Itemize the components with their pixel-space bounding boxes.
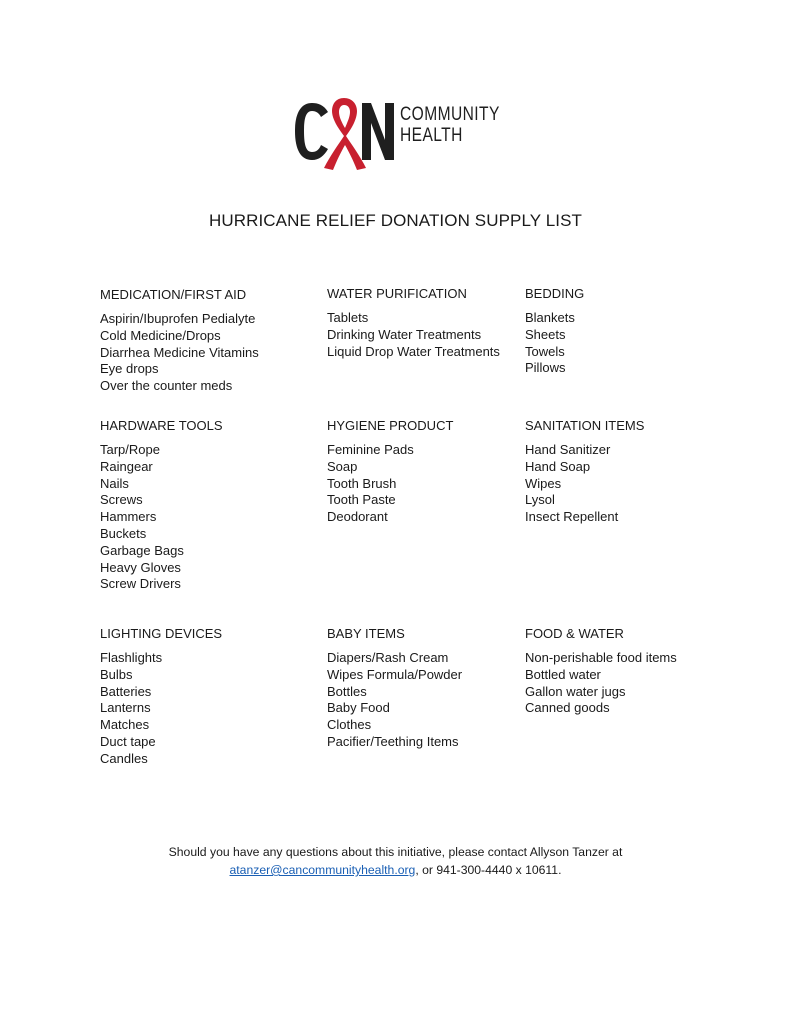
document-title: HURRICANE RELIEF DONATION SUPPLY LIST <box>208 211 583 230</box>
section-heading: FOOD & WATER <box>525 626 624 641</box>
list-item: Over the counter meds <box>100 378 233 394</box>
contact-email-link[interactable]: atanzer@cancommunityhealth.org <box>229 863 416 877</box>
footer-line-2 <box>0 861 791 879</box>
item-list <box>327 310 557 360</box>
logo-word-health: HEALTH <box>400 125 463 146</box>
list-item: Diapers/Rash Cream <box>327 650 449 665</box>
list-item: Hammers <box>100 509 157 525</box>
section-heading: SANITATION ITEMS <box>525 418 645 433</box>
list-item: Deodorant <box>327 509 388 525</box>
can-ribbon-logo-icon <box>294 94 396 170</box>
list-item: Gallon water jugs <box>525 683 626 699</box>
section-water-purification <box>327 285 557 360</box>
list-item: Hand Soap <box>525 458 591 474</box>
list-item: Garbage Bags <box>100 542 184 558</box>
list-item: Lysol <box>525 492 555 508</box>
list-item: Feminine Pads <box>327 442 414 457</box>
section-heading: MEDICATION/FIRST AID <box>100 287 247 302</box>
list-item: Baby Food <box>327 700 390 716</box>
list-item: Duct tape <box>100 733 156 749</box>
list-item: Bottled water <box>525 666 601 682</box>
item-list <box>525 310 755 377</box>
list-item: Soap <box>327 458 358 474</box>
list-item: Raingear <box>100 458 153 474</box>
list-item: Clothes <box>327 717 372 733</box>
list-item: Screw Drivers <box>100 576 181 592</box>
list-item: Liquid Drop Water Treatments <box>327 343 500 359</box>
list-item: Pacifier/Teething Items <box>327 733 459 749</box>
list-item: Non-perishable food items <box>525 650 677 665</box>
item-list <box>100 442 330 593</box>
contact-phone-text: , or 941-300-4440 x 10611. <box>415 863 562 877</box>
list-item: Pillows <box>525 360 566 376</box>
section-hygiene-product <box>327 417 557 526</box>
section-bedding <box>525 285 755 377</box>
section-food-and-water <box>525 625 755 717</box>
item-list <box>100 650 330 768</box>
section-lighting-devices <box>100 625 330 768</box>
list-item: Cold Medicine/Drops <box>100 327 221 343</box>
list-item: Diarrhea Medicine Vitamins <box>100 344 259 360</box>
section-hardware-tools <box>100 417 330 593</box>
list-item: Nails <box>100 475 129 491</box>
list-item: Buckets <box>100 525 147 541</box>
list-item: Wipes Formula/Powder <box>327 666 463 682</box>
section-heading: BABY ITEMS <box>327 626 405 641</box>
section-sanitation-items <box>525 417 755 526</box>
list-item: Tooth Paste <box>327 492 396 508</box>
list-item: Lanterns <box>100 700 151 716</box>
list-item: Towels <box>525 343 565 359</box>
list-item: Blankets <box>525 310 575 325</box>
item-list <box>100 311 330 395</box>
section-heading: HYGIENE PRODUCT <box>327 418 454 433</box>
logo-wordmark <box>400 104 500 146</box>
section-heading: WATER PURIFICATION <box>327 286 467 301</box>
list-item: Hand Sanitizer <box>525 442 611 457</box>
list-item: Canned goods <box>525 700 610 716</box>
list-item: Bottles <box>327 683 367 699</box>
section-heading: HARDWARE TOOLS <box>100 418 223 433</box>
list-item: Drinking Water Treatments <box>327 326 482 342</box>
list-item: Batteries <box>100 683 152 699</box>
logo-word-community: COMMUNITY <box>400 104 500 125</box>
list-item: Flashlights <box>100 650 163 665</box>
list-item: Eye drops <box>100 361 159 377</box>
list-item: Tarp/Rope <box>100 442 160 457</box>
item-list <box>327 442 557 526</box>
contact-footer <box>0 843 791 879</box>
list-item: Heavy Gloves <box>100 559 181 575</box>
section-heading: LIGHTING DEVICES <box>100 626 223 641</box>
list-item: Wipes <box>525 475 562 491</box>
item-list <box>327 650 557 751</box>
section-baby-items <box>327 625 557 751</box>
section-heading: BEDDING <box>525 286 585 301</box>
section-medication-first-aid <box>100 286 330 395</box>
list-item: Tablets <box>327 310 369 325</box>
list-item: Insect Repellent <box>525 509 619 525</box>
item-list <box>525 442 755 526</box>
list-item: Sheets <box>525 326 566 342</box>
logo <box>294 94 504 170</box>
list-item: Matches <box>100 717 150 733</box>
item-list <box>525 650 755 717</box>
footer-line-1: Should you have any questions about this initiative, please contact Allyson Tanzer at <box>168 845 623 859</box>
list-item: Aspirin/Ibuprofen Pedialyte <box>100 311 256 326</box>
list-item: Candles <box>100 750 148 766</box>
list-item: Bulbs <box>100 666 133 682</box>
list-item: Screws <box>100 492 143 508</box>
list-item: Tooth Brush <box>327 475 397 491</box>
